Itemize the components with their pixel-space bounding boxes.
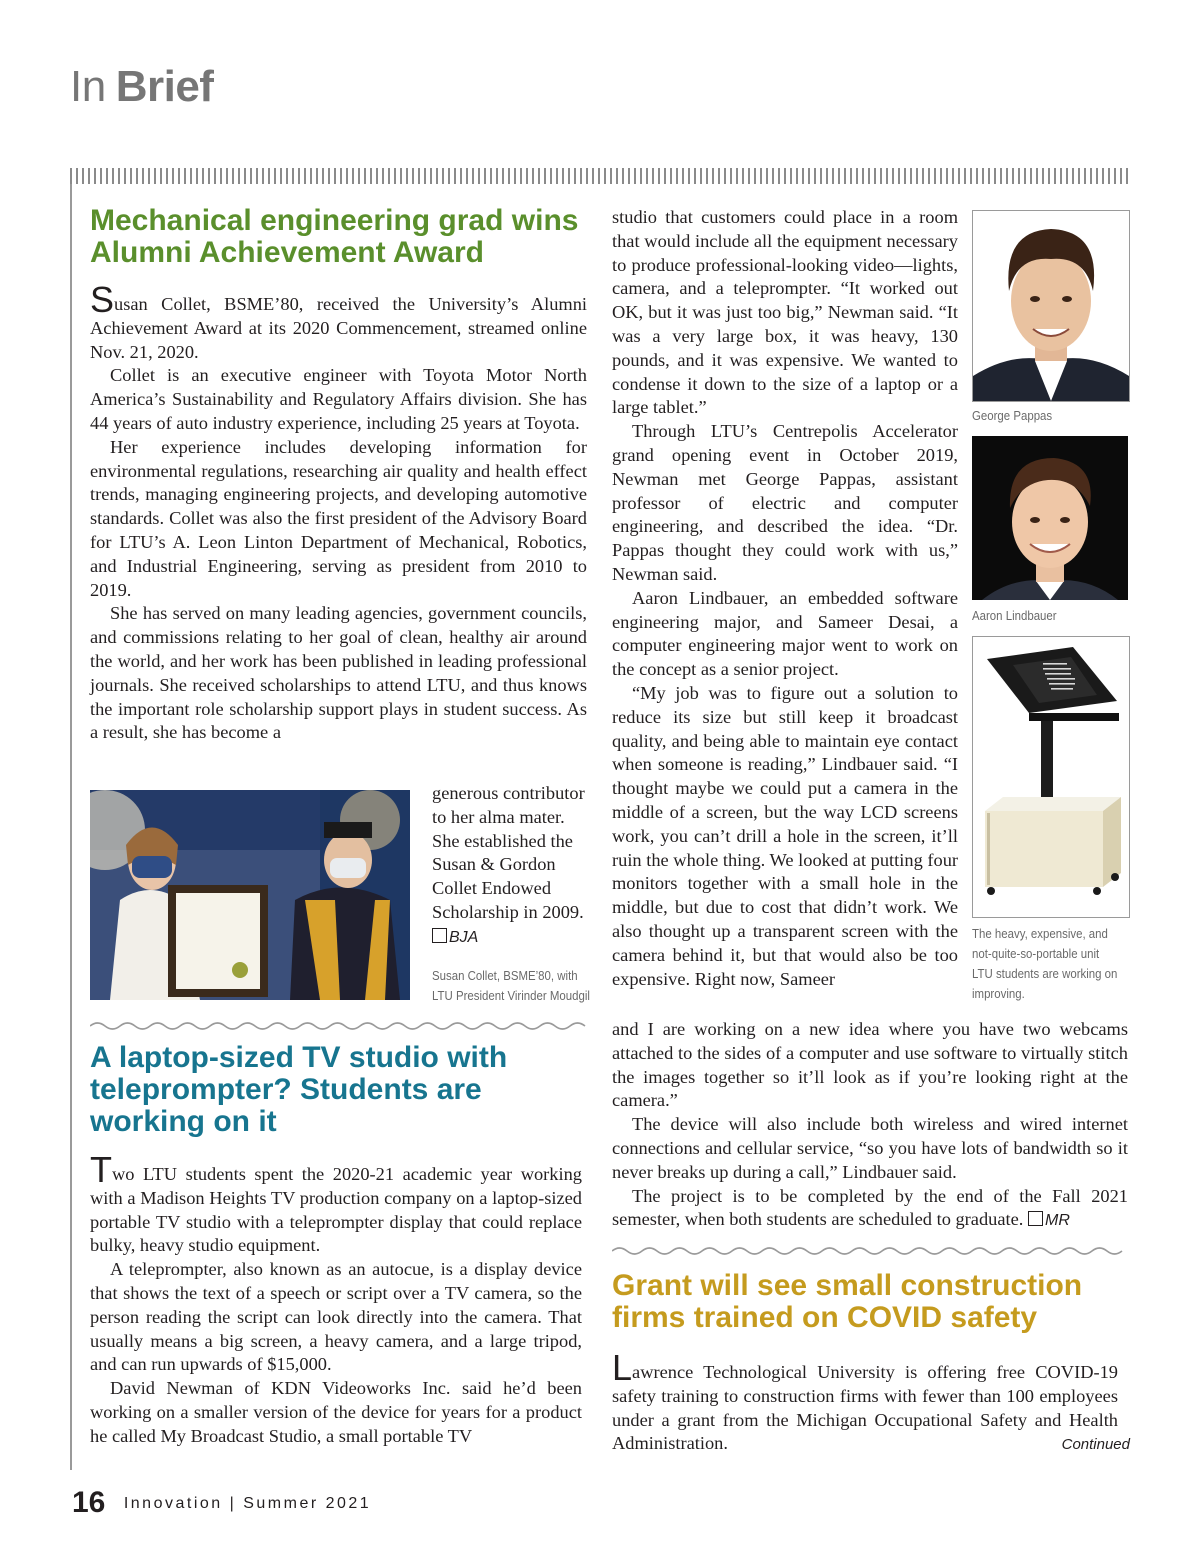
page-footer	[72, 1486, 371, 1520]
article3-dropcap: L	[612, 1347, 633, 1388]
pappas-caption: George Pappas	[972, 408, 1053, 423]
article1-paragraph-4: She has served on many leading agencies, government councils, and commissions relating to her goal of clean, healthy air around the world, and her work has been published in leading professional journals. She received scholarships to attend LTU, and thus knows the important role scholarship support plays in student success. As a result, she has become a	[90, 603, 587, 743]
left-margin-rule	[70, 184, 72, 1470]
article1-paragraph-4-cont: generous contributor to her alma mater. She established the Susan & Gordon Collet Endowed Scholarship in 2009. BJA	[432, 783, 585, 946]
article2-paragraph-3: David Newman of KDN Videoworks Inc. said he’d been working on a smaller version of the device for years for a product he called My Broadcast Studio, a small portable TV	[90, 1378, 582, 1446]
continued-label: Continued	[1061, 1436, 1130, 1453]
page-number: 16	[72, 1486, 106, 1519]
article1-body-continued	[432, 782, 590, 950]
article1-paragraph-3: Her experience includes developing information for environmental regulations, researching air quality and health effect trends, managing engineering projects, and developing automotive standards. Collet was also the first president of the Advisory Board for LTU’s A. Leon Linton Department of Mechanical, Robotics, and Industrial Engineering, serving as president from 2010 to 2019.	[90, 436, 587, 600]
decorative-tick-rule	[70, 168, 1130, 184]
section-title-light: In	[70, 62, 106, 111]
publication-name: Innovation | Summer 2021	[123, 1495, 372, 1512]
teleprompter-caption: The heavy, expensive, and not-quite-so-portable unit LTU students are working on improving.	[972, 926, 1118, 1001]
collet-moudgil-photo	[90, 790, 410, 1000]
teleprompter-unit-photo	[972, 636, 1130, 918]
article2-col2-paragraph-1: studio that customers could place in a room that would include all the equipment necessary to produce professional-looking video—lights, camera, and a teleprompter. “It worked out OK, but it was just too big,” Newman said. “It was a very large box, it was heavy, 130 pounds, and it was expensive. We wanted to condense it down to the size of a laptop or a large tablet.”	[612, 207, 958, 418]
article2-body-col1	[90, 1149, 582, 1449]
george-pappas-photo	[972, 210, 1130, 402]
article1-headline: Mechanical engineering grad wins Alumni Achievement Award	[90, 204, 579, 269]
article1-body	[90, 279, 587, 745]
article1-dropcap: S	[90, 279, 115, 320]
section-title	[70, 62, 213, 112]
article2-col2-paragraph-4-cont: and I are working on a new idea where you have two webcams attached to the sides of a computer and use software to virtually stitch the images together so it’ll look as if you’re looking right at the camera.”	[612, 1019, 1128, 1111]
article2-col2-paragraph-6: The project is to be completed by the end of the Fall 2021 semester, when both students are scheduled to graduate. MR	[612, 1185, 1128, 1230]
article2-col2-paragraph-2: Through LTU’s Centrepolis Accelerator grand opening event in October 2019, Newman met George Pappas, assistant professor of electric and computer engineering, and described the idea. “Dr. Pappas thought they could work with us,” Newman said.	[612, 421, 958, 584]
article2-col2-paragraph-4: “My job was to figure out a solution to reduce its size but still keep it broadcast quality, and being able to maintain eye contact when someone is reading,” Lindbauer said. “I thought maybe we could put a camera in the middle of a screen, but the way LCD screens work, you can’t drill a hole in the screen, it’ll ruin the whole thing. We looked at putting four monitors together with a small hole in the middle, but due to cost that didn’t work. We also thought up a transparent screen with the camera behind it, but that would also be too expensive. Right now, Sameer	[612, 682, 959, 989]
article2-body-col2-wide	[612, 1018, 1128, 1233]
article2-paragraph-1: Two LTU students spent the 2020-21 academic year working with a Madison Heights TV production company on a laptop-sized portable TV studio with a teleprompter display that could replace bulky, heavy studio equipment.	[90, 1149, 582, 1256]
article2-dropcap: T	[90, 1149, 112, 1190]
article2-headline: A laptop-sized TV studio with teleprompter? Students are working on it	[90, 1041, 508, 1138]
aaron-lindbauer-photo	[972, 436, 1128, 600]
collet-photo-caption: Susan Collet, BSME’80, with LTU President Virinder Moudgil	[432, 968, 590, 1003]
article2-paragraph-2: A teleprompter, also known as an autocue, is a display device that shows the text of a speech or script over a TV camera, so the person reading the script can look directly into the camera. That usually means a big screen, a heavy camera, and a large tripod, and can run upwards of $15,000.	[90, 1259, 582, 1375]
article3-headline: Grant will see small construction firms trained on COVID safety	[612, 1269, 1083, 1334]
section-title-bold: Brief	[115, 62, 214, 111]
article2-signature: MR	[1028, 1212, 1070, 1229]
article1-signature: BJA	[432, 929, 478, 946]
article3-paragraph-1: Lawrence Technological University is offering free COVID-19 safety training to construction firms with fewer than 100 employees under a grant from the Michigan Occupational Safety and Health Administration.	[612, 1347, 1118, 1454]
article1-paragraph-1: Susan Collet, BSME’80, received the University’s Alumni Achievement Award at its 2020 Commencement, streamed online Nov. 21, 2020.	[90, 279, 587, 362]
wave-divider-2	[612, 1245, 1130, 1257]
wave-divider-1	[90, 1020, 588, 1032]
article1-paragraph-2: Collet is an executive engineer with Toyota Motor North America’s Sustainability and Regulatory Affairs division. She has 44 years of auto industry experience, including 25 years at Toyota.	[90, 365, 587, 433]
article2-col2-paragraph-5: The device will also include both wireless and wired internet connections and cellular service, “so you have lots of bandwidth so it never breaks up during a call,” Lindbauer said.	[612, 1114, 1128, 1182]
article2-body-col2	[612, 206, 958, 991]
lindbauer-caption: Aaron Lindbauer	[972, 608, 1057, 623]
article2-col2-paragraph-3: Aaron Lindbauer, an embedded software engineering major, and Sameer Desai, a computer engineering major went to work on the concept as a senior project.	[612, 587, 958, 680]
